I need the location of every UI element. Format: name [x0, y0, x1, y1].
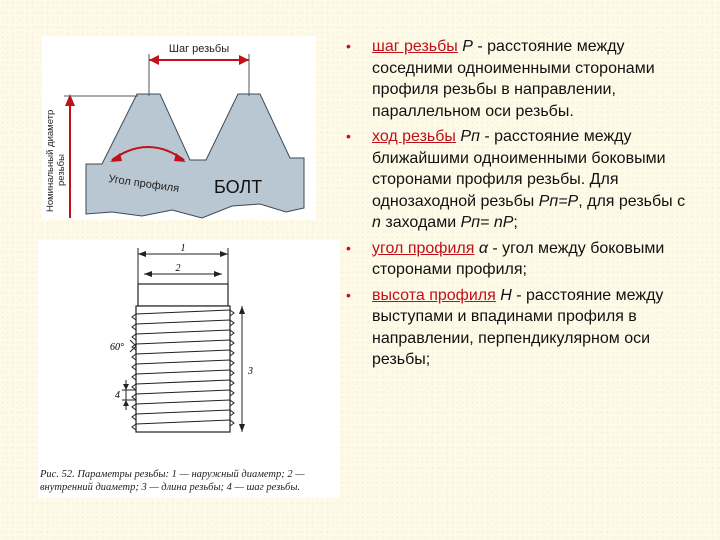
pitch-arrow-left: [149, 55, 159, 65]
caption-line-1: Рис. 52. Параметры резьбы: 1 — наружный диаметр; 2 —: [40, 469, 305, 480]
thread-tooth-right: [230, 390, 234, 396]
dim-1-label: 1: [180, 243, 186, 254]
thread-tooth-right: [230, 380, 234, 386]
dim-3-label: 3: [248, 366, 253, 377]
bullet-icon: •: [346, 38, 351, 54]
dim3-arrow-bottom: [239, 424, 245, 432]
definition-lead: [344, 126, 694, 234]
thread-tooth-right: [230, 320, 234, 326]
dim-2-label: 2: [175, 263, 181, 274]
dim2-arrow-right: [214, 271, 222, 277]
thread-tooth-right: [230, 410, 234, 416]
thread-profile-drawing: [42, 36, 316, 220]
formula-single-start: Pп=P: [538, 192, 579, 210]
thread-tooth-left: [132, 324, 136, 330]
term-height[interactable]: высота профиля: [372, 286, 496, 304]
symbol-pitch: P: [462, 38, 473, 55]
definitions-column: [344, 36, 694, 375]
text-lead-d: ;: [513, 214, 518, 231]
angle-60-label: 60°: [110, 342, 124, 353]
text-pitch: расстояние между соседними одноименными сторонами профиля резьбы в направлении, параллельном оси резьбы.: [372, 38, 655, 120]
thread-tooth-right: [230, 340, 234, 346]
dim3-arrow-top: [239, 306, 245, 314]
bullet-icon: •: [346, 128, 351, 144]
thread-tooth-right: [230, 350, 234, 356]
dim4-arrow-bottom: [123, 400, 129, 406]
thread-tooth-left: [132, 354, 136, 360]
term-angle[interactable]: угол профиля: [372, 239, 475, 257]
bolt-label: БОЛТ: [214, 177, 263, 197]
formula-n: n: [372, 214, 381, 231]
thread-tooth-right: [230, 400, 234, 406]
diameter-label-line1: Номинальный диаметр: [45, 109, 56, 212]
definition-height: [344, 285, 694, 371]
dim-4-label: 4: [115, 390, 120, 401]
term-pitch[interactable]: шаг резьбы: [372, 38, 458, 55]
definition-pitch: [344, 36, 694, 122]
figure-caption: [40, 468, 336, 494]
text-angle: угол между боковыми сторонами профиля;: [372, 239, 665, 278]
profile-angle-label: Угол профиля: [107, 173, 180, 195]
text-lead-a: расстояние между ближайшими одноименными боковыми сторонами профиля резьбы. Для однозаходной резьбы: [372, 128, 666, 210]
formula-multi-start: Pп= nP: [460, 214, 514, 231]
thread-tooth-right: [230, 330, 234, 336]
pitch-arrow-right: [239, 55, 249, 65]
rod-top-end: [138, 284, 228, 306]
thread-tooth-right: [230, 310, 234, 316]
bullet-icon: •: [346, 286, 351, 303]
dash-pitch: -: [472, 38, 488, 55]
symbol-lead: Pп: [460, 128, 480, 145]
thread-tooth-left: [132, 414, 136, 420]
threaded-rod-drawing: [38, 240, 340, 470]
thread-tooth-right: [230, 420, 234, 426]
thread-tooth-left: [132, 374, 136, 380]
thread-tooth-left: [132, 314, 136, 320]
dash-lead: -: [479, 128, 495, 145]
text-lead-b: , для резьбы с: [578, 192, 686, 210]
symbol-height: H: [500, 286, 512, 304]
dash-angle: -: [487, 239, 503, 257]
dim2-arrow-left: [144, 271, 152, 277]
pitch-label: Шаг резьбы: [168, 43, 230, 55]
thread-tooth-left: [132, 384, 136, 390]
thread-tooth-right: [230, 370, 234, 376]
thread-tooth-left: [132, 404, 136, 410]
symbol-angle: α: [478, 239, 488, 257]
caption-line-2: внутренний диаметр; 3 — длина резьбы; 4 — шаг резьбы.: [40, 482, 301, 493]
thread-tooth-left: [132, 364, 136, 370]
thread-tooth-left: [132, 334, 136, 340]
definition-angle: [344, 238, 694, 281]
diameter-label-line2: резьбы: [56, 154, 67, 186]
text-lead-c: заходами: [380, 214, 461, 231]
dim1-arrow-left: [138, 251, 146, 257]
dash-height: -: [511, 286, 527, 304]
thread-tooth-right: [230, 360, 234, 366]
term-lead[interactable]: ход резьбы: [372, 128, 456, 145]
thread-tooth-left: [132, 394, 136, 400]
definitions-list: [344, 36, 694, 371]
thread-profile-figure: [42, 36, 316, 220]
thread-tooth-left: [132, 424, 136, 430]
text-height: расстояние между выступами и впадинами профиля в направлении, перпендикулярном оси резьбы;: [372, 286, 664, 368]
dim4-arrow-top: [123, 384, 129, 390]
thread-parameters-figure: [38, 240, 340, 498]
dim1-arrow-right: [220, 251, 228, 257]
bullet-icon: •: [346, 239, 351, 256]
